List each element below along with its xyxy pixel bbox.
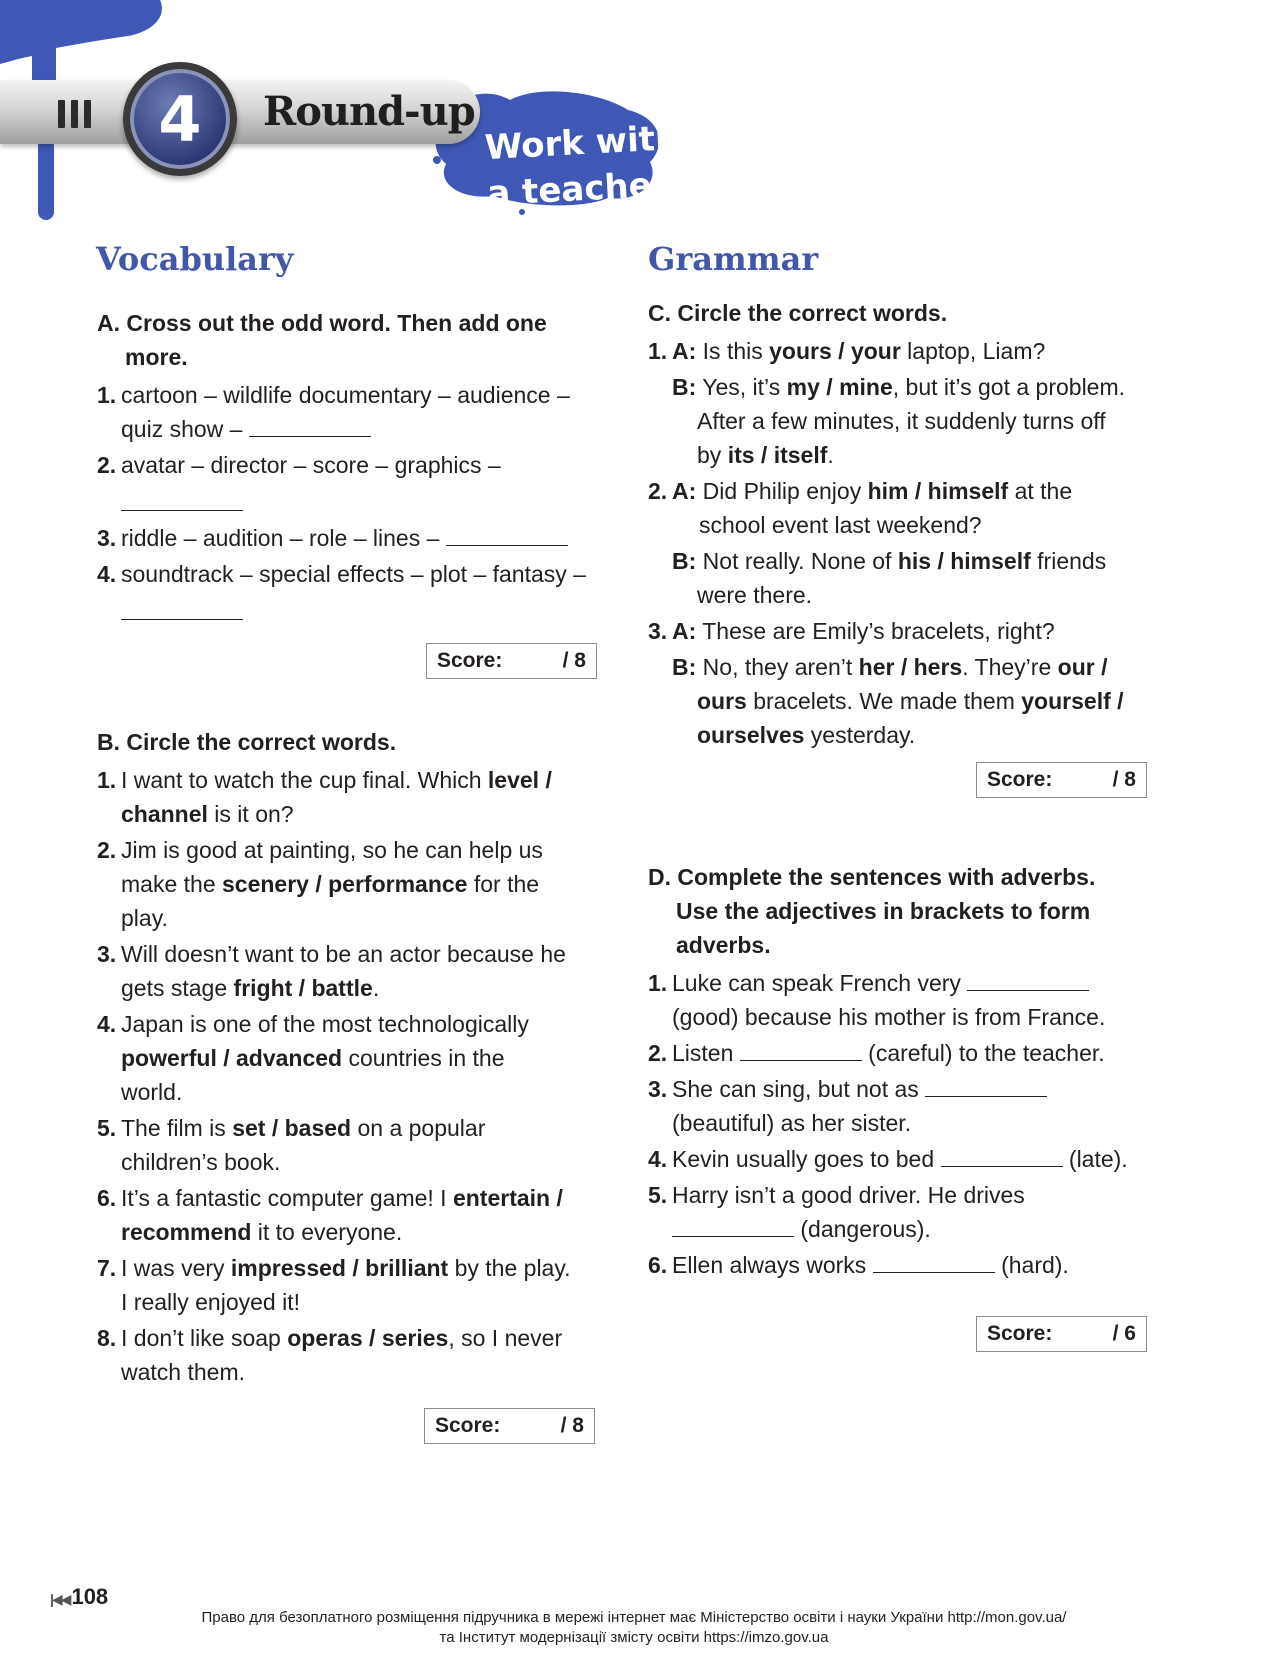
answer-blank[interactable] — [740, 1038, 862, 1061]
vocabulary-heading: Vocabulary — [96, 240, 294, 278]
list-item: 1. I want to watch the cup final. Which level / channel is it on? — [97, 767, 552, 827]
work-with-teacher-badge — [484, 115, 683, 217]
list-item: 4. soundtrack – special effects – plot – fantasy – — [97, 557, 617, 620]
exercise-b-title: B. Circle the correct words. — [97, 729, 397, 755]
answer-blank[interactable] — [967, 968, 1089, 991]
exercise-b — [97, 725, 617, 1391]
answer-blank[interactable] — [672, 1214, 794, 1237]
list-item: 6. Ellen always works (hard). — [648, 1252, 1069, 1278]
badge-line-1: Work with — [483, 117, 681, 169]
list-item: B: No, they aren’t her / hers. They’re our / ours bracelets. We made them yourself / ourselves yesterday. — [672, 654, 1124, 748]
list-item: 2. avatar – director – score – graphics – — [97, 448, 617, 511]
list-item: 2. A: Did Philip enjoy him / himself at the school event last weekend? — [648, 478, 1073, 538]
score-box-a: Score: / 8 — [426, 643, 597, 679]
answer-blank[interactable] — [121, 488, 243, 511]
list-item: 3. She can sing, but not as (beautiful) as her sister. — [648, 1072, 1248, 1140]
exercise-d-title: D. Complete the sentences with adverbs. Use the adjectives in brackets to form adverbs. — [648, 864, 1096, 958]
exercise-a — [97, 306, 617, 630]
list-item: 2. Jim is good at painting, so he can help us make the scenery / performance for the play. — [97, 837, 543, 931]
badge-line-2: a teacher — [486, 164, 670, 215]
list-item: 2. Listen (careful) to the teacher. — [648, 1040, 1105, 1066]
list-item: B: Not really. None of his / himself friends were there. — [672, 548, 1107, 608]
list-item: 4. Japan is one of the most technologically powerful / advanced countries in the world. — [97, 1011, 529, 1105]
score-box-c: Score: / 8 — [976, 762, 1147, 798]
answer-blank[interactable] — [121, 597, 243, 620]
page-title: Round-up — [263, 88, 475, 135]
list-item: 1. cartoon – wildlife documentary – audience – quiz show – — [97, 382, 570, 442]
list-item: 6. It’s a fantastic computer game! I entertain / recommend it to everyone. — [97, 1185, 563, 1245]
score-box-d: Score: / 6 — [976, 1316, 1147, 1352]
answer-blank[interactable] — [941, 1144, 1063, 1167]
list-item: B: Yes, it’s my / mine, but it’s got a problem. After a few minutes, it suddenly turns off by its / itself. — [672, 374, 1126, 468]
unit-bars-icon — [58, 100, 97, 133]
answer-blank[interactable] — [249, 414, 371, 437]
list-item: 7. I was very impressed / brilliant by the play. I really enjoyed it! — [97, 1255, 571, 1315]
footer-note: Право для безоплатного розміщення підручника в мережі інтернет має Міністерство освіти і науки України http://mon.gov.ua/ та Інститут модернізації змісту освіти https://imzo.gov.ua — [201, 1609, 1067, 1646]
page-number: |◀◀108 — [50, 1584, 109, 1609]
list-item: 1. A: Is this yours / your laptop, Liam? — [648, 338, 1046, 364]
list-item: 3. riddle – audition – role – lines – — [97, 521, 617, 555]
exercise-d — [648, 860, 1248, 1284]
answer-blank[interactable] — [446, 523, 568, 546]
exercise-c-title: C. Circle the correct words. — [648, 300, 948, 326]
exercise-c — [648, 296, 1248, 754]
grammar-heading: Grammar — [648, 240, 819, 278]
exercise-a-title: A. Cross out the odd word. Then add one more. — [97, 310, 547, 370]
list-item: 3. A: These are Emily’s bracelets, right? — [648, 618, 1055, 644]
rewind-icon: |◀◀ — [50, 1591, 70, 1607]
answer-blank[interactable] — [925, 1074, 1047, 1097]
answer-blank[interactable] — [873, 1250, 995, 1273]
list-item: 5. Harry isn’t a good driver. He drives (dangerous). — [648, 1182, 1025, 1242]
unit-number-badge — [123, 62, 237, 176]
list-item: 5. The film is set / based on a popular children’s book. — [97, 1115, 486, 1175]
score-box-b: Score: / 8 — [424, 1408, 595, 1444]
unit-number: 4 — [158, 82, 202, 156]
list-item: 4. Kevin usually goes to bed (late). — [648, 1146, 1128, 1172]
list-item: 8. I don’t like soap operas / series, so I never watch them. — [97, 1325, 563, 1385]
list-item: 3. Will doesn’t want to be an actor because he gets stage fright / battle. — [97, 941, 566, 1001]
list-item: 1. Luke can speak French very (good) because his mother is from France. — [648, 970, 1106, 1030]
